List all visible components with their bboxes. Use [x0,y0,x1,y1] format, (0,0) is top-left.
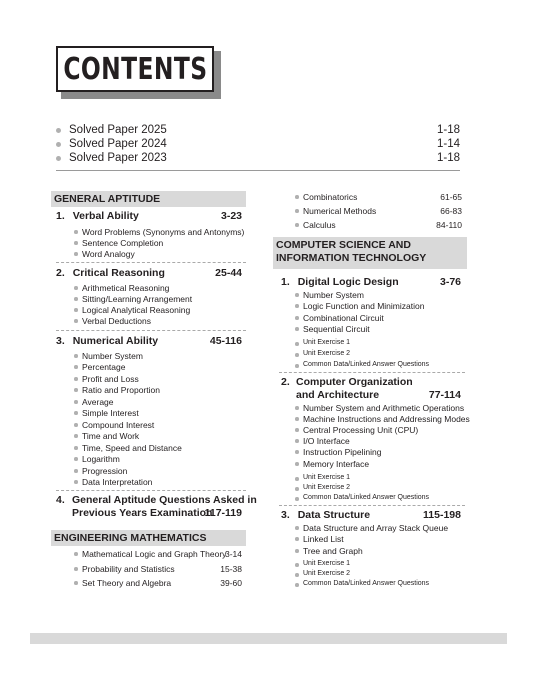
bullet-icon [295,364,299,368]
band-line1: COMPUTER SCIENCE AND [276,239,411,251]
bullet-icon [295,487,299,491]
item-label: Numerical Methods [303,206,377,216]
section-band-engineering-mathematics: ENGINEERING MATHEMATICS [51,530,246,546]
solved-paper-row [56,138,460,152]
bullet-icon [74,423,78,427]
bullet-icon [295,439,299,443]
bullet-icon [295,327,299,331]
bullet-icon [74,469,78,473]
section-heading-data-structure [281,509,461,521]
item-pages: 3-14 [224,549,242,559]
bullet-icon [74,581,78,585]
item-label: Sentence Completion [82,238,164,248]
bullet-icon [74,400,78,404]
section-title-line2: Previous Years Examination [72,507,213,519]
bullet-icon [74,434,78,438]
bullet-icon [74,286,78,290]
section-pages: 25-44 [215,267,242,279]
item-label: Common Data/Linked Answer Questions [303,494,430,501]
bullet-icon [74,319,78,323]
item-label: Time, Speed and Distance [82,443,182,453]
section-heading-computer-organization [281,376,461,404]
section-heading-numerical-ability [56,335,242,347]
item-pages: 39-60 [220,578,242,588]
item-label: Mathematical Logic and Graph Theory [82,549,227,559]
bullet-icon [74,365,78,369]
solved-paper-pages: 1-14 [436,138,460,150]
bullet-icon [74,446,78,450]
bullet-icon [295,304,299,308]
item-label: Central Processing Unit (CPU) [303,425,419,435]
bullet-icon [295,497,299,501]
dashed-divider [56,262,246,263]
section-number: 2. [56,267,65,279]
dashed-divider [56,490,246,491]
bullet-icon [295,462,299,466]
item-label: Number System and Arithmetic Operations [303,403,465,413]
bullet-icon [295,353,299,357]
dashed-divider [56,330,246,331]
item-pages: 15-38 [220,564,242,574]
item-label: Combinatorics [303,192,358,202]
item-label: Logical Analytical Reasoning [82,305,191,315]
bullet-icon [295,573,299,577]
bullet-icon [295,316,299,320]
section-number: 1. [281,276,290,288]
section-pages: 3-76 [439,276,461,288]
item-label: Memory Interface [303,459,370,469]
section-pages: 115-198 [423,509,461,521]
section-heading-critical-reasoning [56,267,242,279]
bullet-icon [295,428,299,432]
bullet-icon [74,567,78,571]
bullet-icon [295,549,299,553]
item-label: Unit Exercise 1 [303,339,351,346]
item-label: Number System [82,351,143,361]
bullet-icon [74,388,78,392]
item-label: Common Data/Linked Answer Questions [303,580,430,587]
dashed-divider [279,505,465,506]
bullet-icon [74,354,78,358]
bullet-icon [74,411,78,415]
bullet-icon [295,209,299,213]
item-label: Unit Exercise 2 [303,570,351,577]
solved-paper-pages: 1-18 [436,124,460,136]
item-label: Unit Exercise 2 [303,350,351,357]
bullet-icon [74,252,78,256]
bullet-icon [295,195,299,199]
item-label: Ratio and Proportion [82,385,160,395]
footer-bar [30,633,507,644]
item-label: Probability and Statistics [82,564,175,574]
item-label: Word Analogy [82,249,135,259]
item-label: Tree and Graph [303,546,363,556]
bullet-icon [56,156,61,161]
section-heading-verbal-ability [56,210,242,222]
bullet-icon [295,450,299,454]
item-label: Sitting/Learning Arrangement [82,294,193,304]
item-label: Common Data/Linked Answer Questions [303,361,430,368]
dashed-divider [279,372,465,373]
item-label: Profit and Loss [82,374,139,384]
item-label: Unit Exercise 2 [303,484,351,491]
item-label: Data Interpretation [82,477,153,487]
item-label: Progression [82,466,128,476]
bullet-icon [295,537,299,541]
item-label: I/O Interface [303,436,350,446]
item-label: Arithmetical Reasoning [82,283,170,293]
item-label: Unit Exercise 1 [303,560,351,567]
bullet-icon [295,406,299,410]
item-label: Compound Interest [82,420,155,430]
section-heading-digital-logic [281,276,461,288]
bullet-icon [295,417,299,421]
section-band-computer-science [273,237,467,269]
section-number: 2. [281,376,290,388]
section-title-line2: and Architecture [296,389,380,401]
title-frame [56,46,214,92]
item-label: Logic Function and Minimization [303,301,425,311]
item-label: Instruction Pipelining [303,447,382,457]
bullet-icon [74,241,78,245]
bullet-icon [295,526,299,530]
bullet-icon [295,223,299,227]
solved-paper-pages: 1-18 [436,152,460,164]
section-pages: 117-119 [204,507,242,519]
bullet-icon [74,230,78,234]
bullet-icon [74,308,78,312]
section-title: Digital Logic Design [297,276,399,288]
item-label: Simple Interest [82,408,139,418]
page-title: CONTENTS [62,51,208,87]
item-pages: 61-65 [440,192,462,202]
bullet-icon [74,552,78,556]
item-label: Verbal Deductions [82,316,151,326]
solved-paper-label: Solved Paper 2024 [69,138,167,150]
bullet-icon [56,142,61,147]
item-label: Time and Work [82,431,140,441]
item-label: Percentage [82,362,126,372]
item-pages: 84-110 [436,220,462,230]
contents-title-box [56,46,221,98]
section-title: Verbal Ability [72,210,139,222]
divider [56,170,460,171]
section-number: 4. [56,494,65,506]
item-label: Unit Exercise 1 [303,474,351,481]
section-title: Numerical Ability [72,335,159,347]
section-title: Data Structure [297,509,371,521]
bullet-icon [74,297,78,301]
item-label: Number System [303,290,364,300]
item-pages: 66-83 [440,206,462,216]
bullet-icon [295,477,299,481]
solved-paper-label: Solved Paper 2023 [69,152,167,164]
item-label: Calculus [303,220,336,230]
item-label: Word Problems (Synonyms and Antonyms) [82,227,245,237]
bullet-icon [56,128,61,133]
item-label: Set Theory and Algebra [82,578,172,588]
band-line2: INFORMATION TECHNOLOGY [276,252,427,264]
item-label: Combinational Circuit [303,313,384,323]
section-title-line1: Computer Organization [296,376,413,388]
section-heading-previous-years [56,494,257,522]
section-pages: 3-23 [220,210,242,222]
item-label: Sequential Circuit [303,324,370,334]
section-pages: 77-114 [428,389,461,401]
section-title: Critical Reasoning [72,267,165,279]
section-title-line1: General Aptitude Questions Asked in [72,494,257,506]
section-band-general-aptitude: GENERAL APTITUDE [51,191,246,207]
item-label: Average [82,397,114,407]
section-number: 3. [281,509,290,521]
section-pages: 45-116 [209,335,242,347]
bullet-icon [295,293,299,297]
item-label: Machine Instructions and Addressing Modes [303,414,470,424]
item-label: Logarithm [82,454,120,464]
item-label: Data Structure and Array Stack Queue [303,523,449,533]
bullet-icon [295,583,299,587]
solved-paper-label: Solved Paper 2025 [69,124,167,136]
section-number: 3. [56,335,65,347]
solved-paper-row [56,152,460,166]
bullet-icon [295,342,299,346]
item-label: Linked List [303,534,344,544]
section-number: 1. [56,210,65,222]
bullet-icon [295,563,299,567]
bullet-icon [74,377,78,381]
bullet-icon [74,480,78,484]
solved-paper-row [56,124,460,138]
bullet-icon [74,457,78,461]
